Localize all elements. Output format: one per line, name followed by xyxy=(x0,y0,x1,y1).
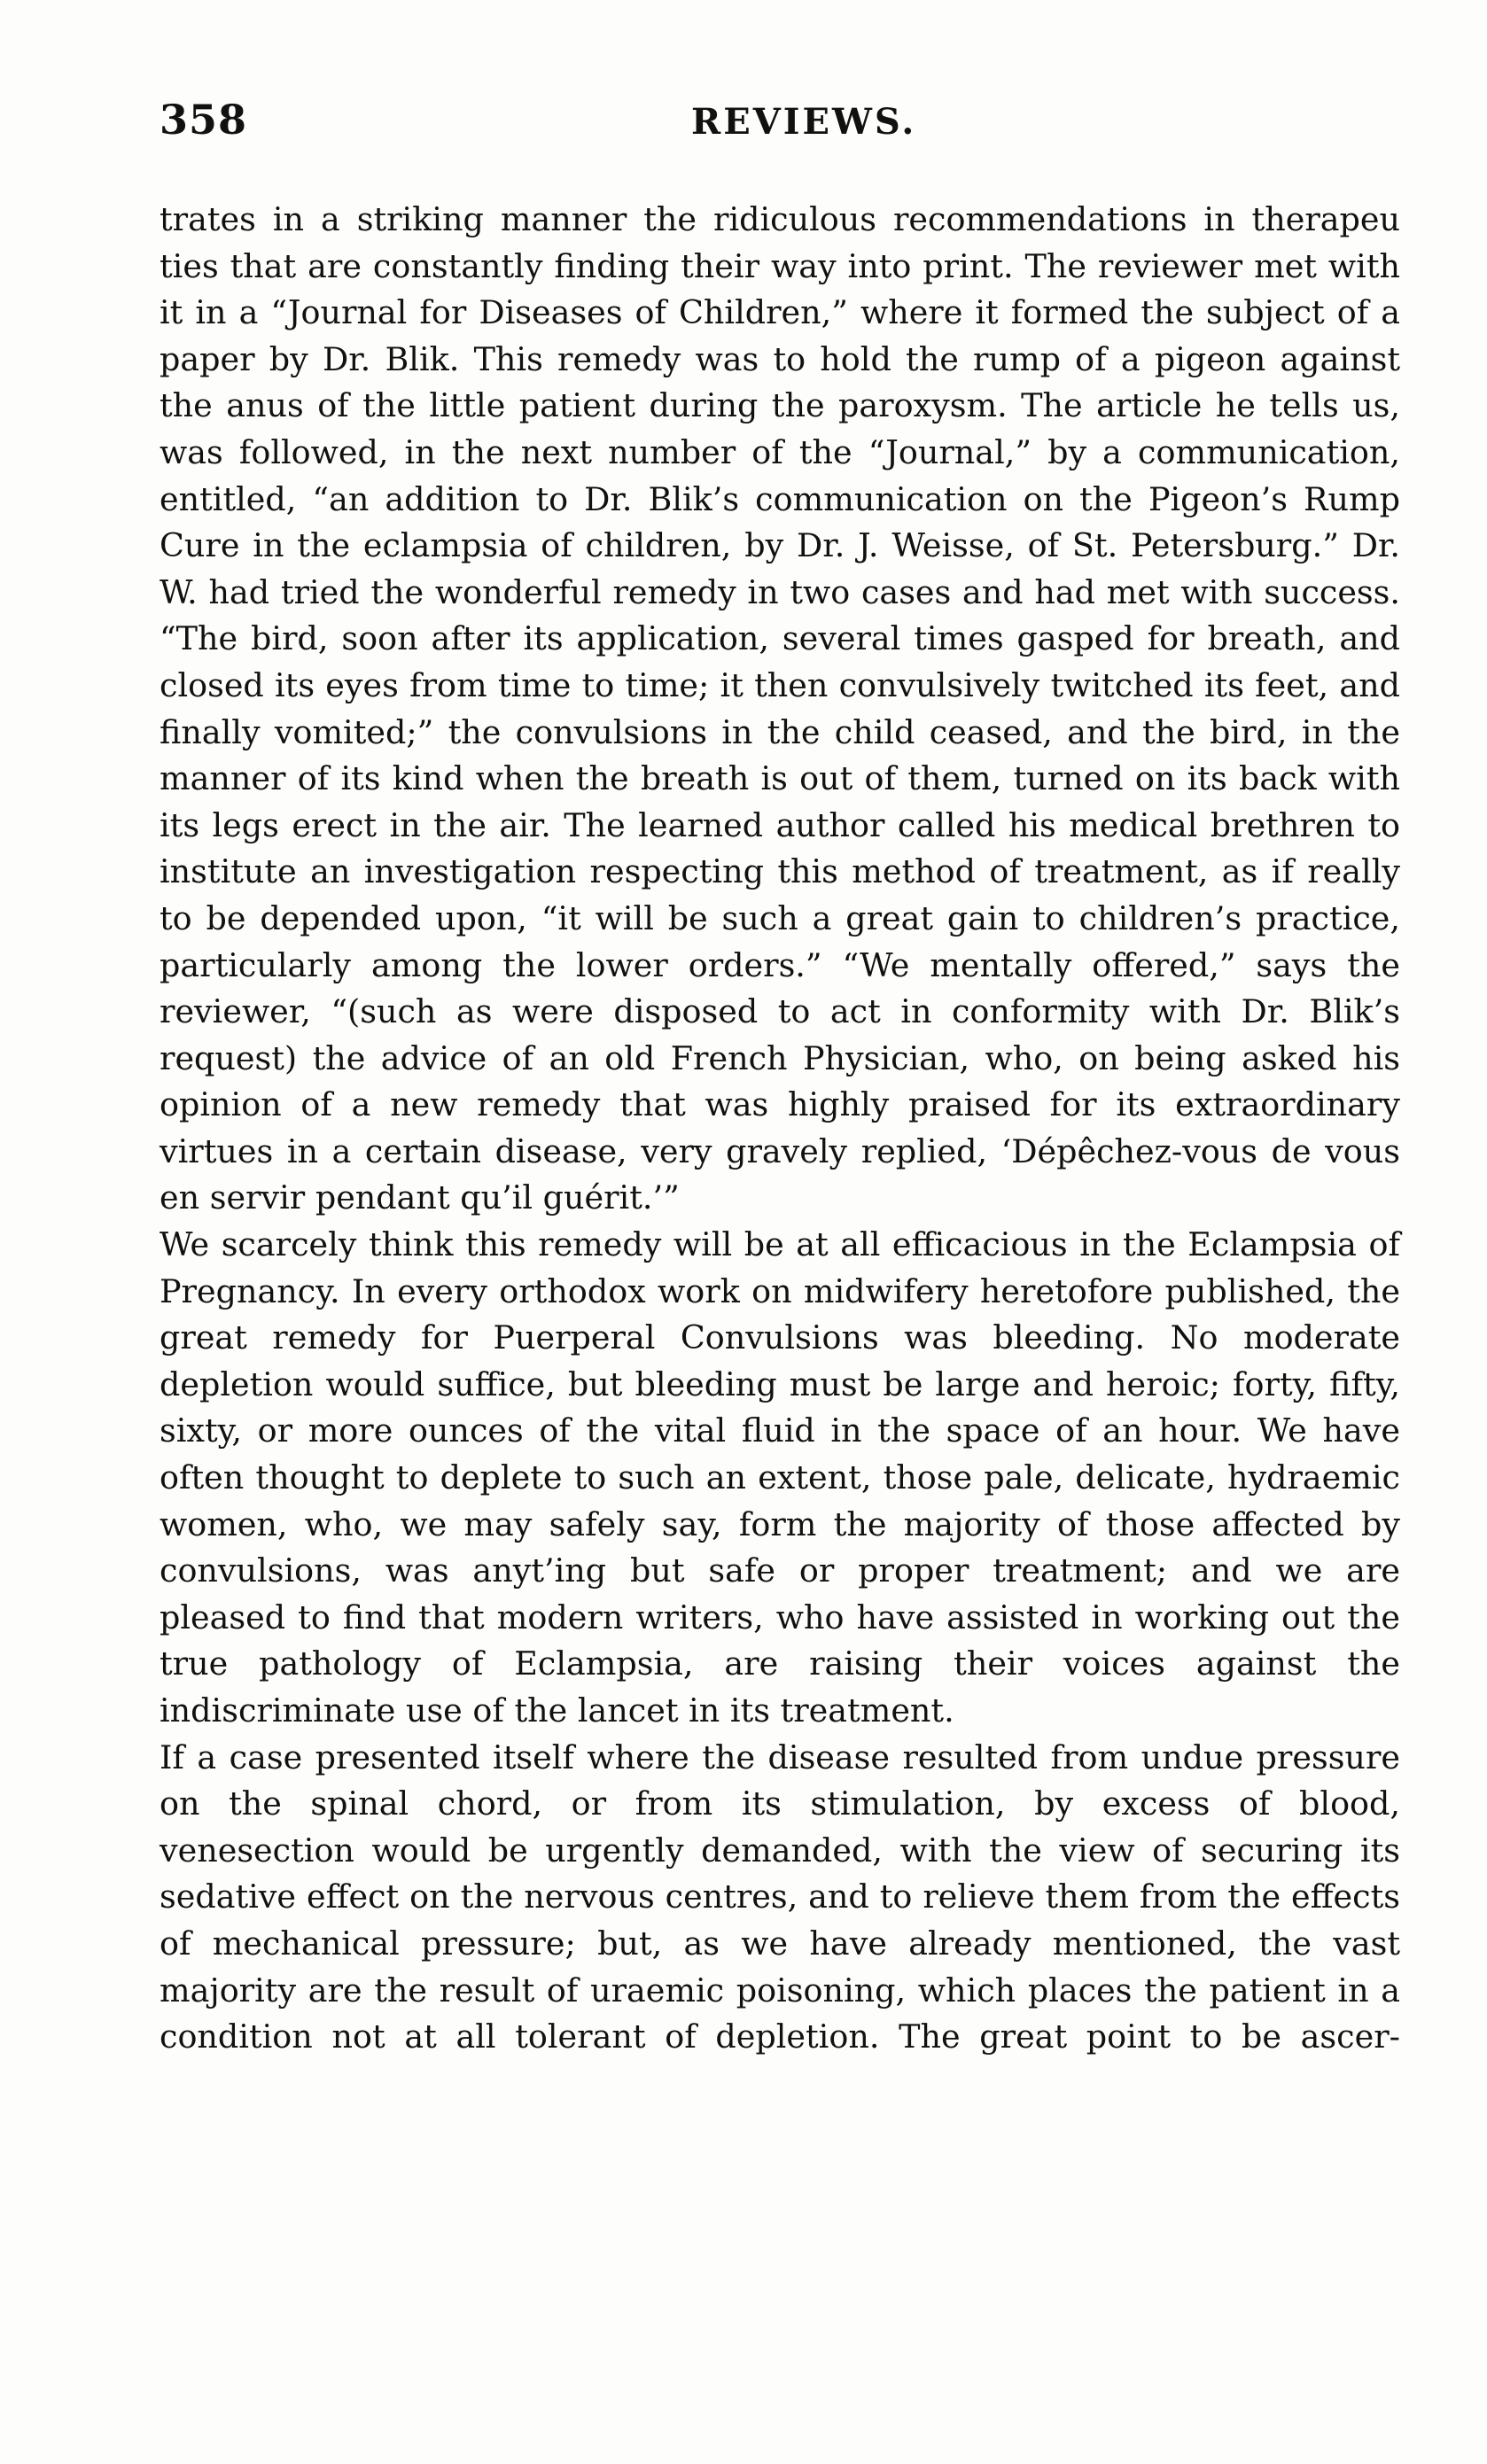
body-text xyxy=(160,197,1400,2061)
paragraph-1: trates in a striking manner the ridiculous recommendations in therapeu ties that are constantly finding their way into print. The reviewer met with it in a “Journal for Diseases of Children,” where it formed the subject of a paper by Dr. Blik. This remedy was to hold the rump of a pigeon against the anus of the little patient during the paroxysm. The article he tells us, was followed, in the next number of the “Journal,” by a communication, entitled, “an addition to Dr. Blik’s communication on the Pigeon’s Rump Cure in the eclampsia of children, by Dr. J. Weisse, of St. Petersburg.” Dr. W. had tried the wonderful remedy in two cases and had met with success. “The bird, soon after its application, several times gasped for breath, and closed its eyes from time to time; it then convulsively twitched its feet, and finally vomited;” the convulsions in the child ceased, and the bird, in the manner of its kind when the breath is out of them, turned on its back with its legs erect in the air. The learned author called his medical brethren to institute an investigation respecting this method of treatment, as if really to be depended upon, “it will be such a great gain to children’s practice, particularly among the lower orders.” “We mentally offered,” says the reviewer, “(such as were disposed to act in conformity with Dr. Blik’s request) the advice of an old French Physician, who, on being asked his opinion of a new remedy that was highly praised for its extraordinary virtues in a certain disease, very gravely replied, ‘Dépêchez-vous de vous en servir pendant qu’il guérit.’” xyxy=(160,200,1400,1217)
paragraph-2: We scarcely think this remedy will be at all efficacious in the Eclampsia of Pregnancy. In every orthodox work on midwifery heretofore published, the great remedy for Puerperal Convulsions was bleeding. No moderate depletion would suffice, but bleeding must be large and heroic; forty, fifty, sixty, or more ounces of the vital fluid in the space of an hour. We have often thought to deplete to such an extent, those pale, delicate, hydraemic women, who, we may safely say, form the majority of those affected by convulsions, was anyt’ing but safe or proper treatment; and we are pleased to find that modern writers, who have assisted in working out the true pathology of Eclampsia, are raising their voices against the indiscriminate use of the lancet in its treatment. xyxy=(160,1225,1400,1729)
running-head xyxy=(160,96,1400,149)
paragraph-3: If a case presented itself where the disease resulted from undue pressure on the spinal chord, or from its stimulation, by excess of blood, venesection would be urgently demanded, with the view of securing its sedative effect on the nervous centres, and to relieve them from the effects of mechanical pressure; but, as we have already mentioned, the vast majority are the result of uraemic poisoning, which places the patient in a condition not at all tolerant of depletion. The great point to be ascer- xyxy=(160,1737,1400,2056)
page-number: 358 xyxy=(160,96,248,144)
running-title: REVIEWS. xyxy=(691,101,917,143)
